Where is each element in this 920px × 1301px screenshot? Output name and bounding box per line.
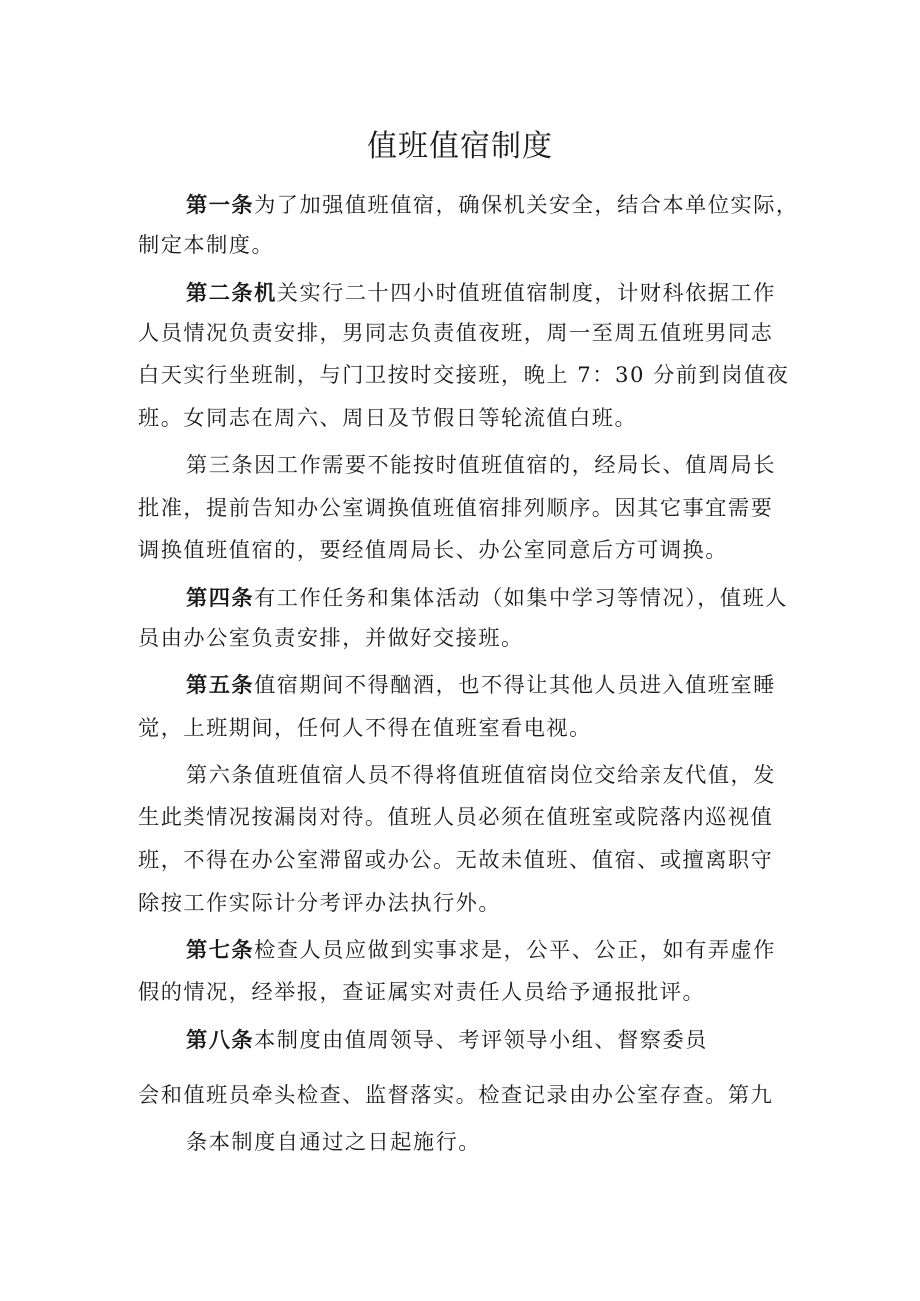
document-title: 值班值宿制度 bbox=[367, 129, 553, 164]
text-line bbox=[186, 935, 776, 965]
line-text: 人员情况负责安排，男同志负责值夜班，周一至周五值班男同志 bbox=[138, 320, 774, 345]
line-text: 员由办公室负责安排，并做好交接班。 bbox=[138, 625, 524, 650]
text-line bbox=[186, 278, 776, 308]
text-line bbox=[186, 670, 776, 700]
text-line bbox=[138, 713, 592, 743]
text-line bbox=[138, 403, 637, 433]
line-text: 条本制度自通过之日起施行。 bbox=[186, 1129, 481, 1154]
text-line bbox=[138, 230, 274, 260]
line-text: 会和值班员牵头检查、监督落实。检查记录由办公室存查。第九 bbox=[138, 1082, 774, 1107]
text-line bbox=[138, 318, 773, 348]
text-line bbox=[138, 1080, 773, 1110]
line-text: 批准，提前告知办公室调换值班值宿排列顺序。因其它事宜需要 bbox=[138, 495, 774, 520]
text-line bbox=[186, 450, 776, 480]
line-text: 第六条值班值宿人员不得将值班值宿岗位交给亲友代值，发 bbox=[186, 762, 776, 787]
text-line bbox=[138, 535, 728, 565]
line-text: 班，不得在办公室滞留或办公。无故未值班、值宿、或擅离职守 bbox=[138, 847, 774, 872]
text-line bbox=[138, 977, 705, 1007]
line-text: 为了加强值班值宿，确保机关安全，结合本单位实际， bbox=[254, 192, 799, 217]
article-heading: 第七条 bbox=[186, 937, 255, 962]
text-line bbox=[138, 360, 789, 390]
line-text: 关实行二十四小时值班值宿制度，计财科依据工作 bbox=[276, 280, 776, 305]
line-text: 除按工作实际计分考评办法执行外。 bbox=[138, 890, 502, 915]
line-text: 白天实行坐班制，与门卫按时交接班，晚上 7：30 分前到岗值夜 bbox=[138, 362, 790, 387]
article-heading: 第八条 bbox=[186, 1027, 255, 1052]
line-text: 班。女同志在周六、周日及节假日等轮流值白班。 bbox=[138, 405, 638, 430]
line-text: 调换值班值宿的，要经值周局长、办公室同意后方可调换。 bbox=[138, 537, 728, 562]
text-line bbox=[186, 760, 776, 790]
line-text: 有工作任务和集体活动（如集中学习等情况），值班人 bbox=[254, 585, 788, 610]
line-text: 检查人员应做到实事求是，公平、公正，如有弄虚作 bbox=[254, 937, 776, 962]
line-text: 第三条因工作需要不能按时值班值宿的，经局长、值周局长 bbox=[186, 452, 776, 477]
article-heading: 第四条 bbox=[186, 585, 255, 610]
line-text: 本制度由值周领导、考评领导小组、督察委员 bbox=[254, 1027, 708, 1052]
line-text: 值宿期间不得酗酒，也不得让其他人员进入值班室睡 bbox=[254, 672, 776, 697]
article-heading: 第二条机 bbox=[186, 280, 277, 305]
text-line bbox=[186, 190, 799, 220]
text-line bbox=[138, 493, 773, 523]
text-line bbox=[138, 623, 524, 653]
text-line bbox=[138, 888, 501, 918]
text-line bbox=[186, 1025, 708, 1055]
article-heading: 第五条 bbox=[186, 672, 255, 697]
line-text: 生此类情况按漏岗对待。值班人员必须在值班室或院落内巡视值 bbox=[138, 804, 774, 829]
text-line bbox=[186, 583, 788, 613]
text-line bbox=[138, 802, 773, 832]
article-heading: 第一条 bbox=[186, 192, 255, 217]
line-text: 觉，上班期间，任何人不得在值班室看电视。 bbox=[138, 715, 592, 740]
text-line bbox=[186, 1127, 481, 1157]
line-text: 假的情况，经举报，查证属实对责任人员给予通报批评。 bbox=[138, 979, 706, 1004]
text-line bbox=[138, 845, 773, 875]
line-text: 制定本制度。 bbox=[138, 232, 275, 257]
